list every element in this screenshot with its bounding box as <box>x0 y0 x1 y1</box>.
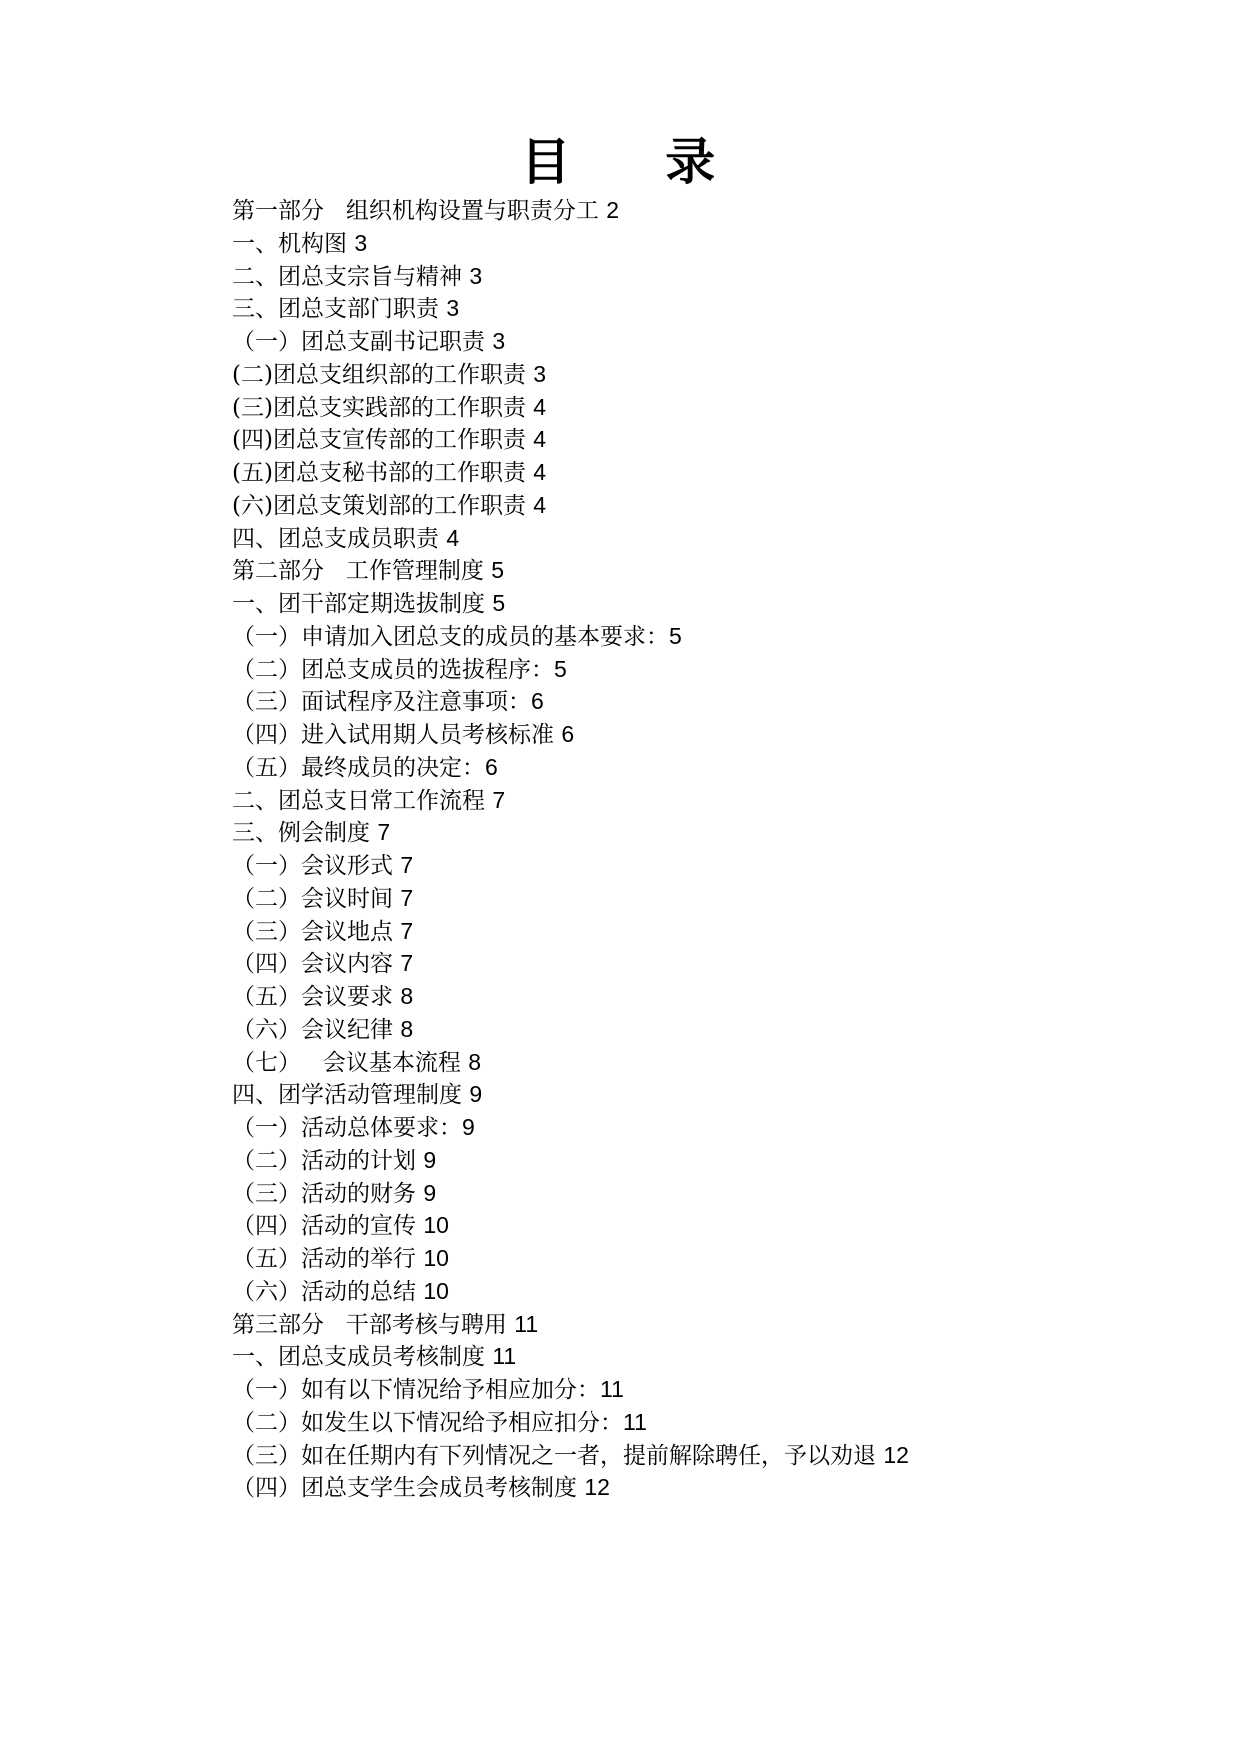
toc-entry[interactable] <box>232 1406 1232 1439</box>
toc-entry-page-number: 3 <box>469 262 483 289</box>
toc-entry-page-number: 12 <box>883 1441 909 1468</box>
toc-entry-text: （三）活动的财务 <box>232 1180 424 1207</box>
toc-entry[interactable] <box>232 1177 1232 1210</box>
toc-entry[interactable] <box>232 1209 1232 1242</box>
toc-entry[interactable] <box>232 489 1232 522</box>
toc-entry[interactable] <box>232 816 1232 849</box>
toc-title: 目 录 <box>520 132 721 191</box>
toc-entry-page-number: 8 <box>400 1015 414 1042</box>
toc-entry-page-number: 7 <box>400 852 414 878</box>
toc-entry-text: 第一部分 组织机构设置与职责分工 <box>232 198 607 224</box>
toc-entry[interactable] <box>232 292 1232 325</box>
toc-entry[interactable] <box>232 391 1232 424</box>
toc-entry-page-number: 7 <box>400 884 414 911</box>
toc-entry-page-number: 4 <box>446 524 460 551</box>
toc-entry[interactable] <box>232 1275 1232 1308</box>
toc-entry[interactable] <box>232 423 1232 456</box>
toc-entry-text: （一）申请加入团总支的成员的基本要求： <box>232 623 669 650</box>
toc-entry-text: （三）如在任期内有下列情况之一者，提前解除聘任，予以劝退 <box>232 1442 884 1469</box>
toc-entry-page-number: 4 <box>533 426 547 453</box>
toc-entry-text: 四、团总支成员职责 <box>232 525 447 552</box>
toc-entry[interactable] <box>232 1471 1232 1504</box>
toc-entry[interactable] <box>232 718 1232 751</box>
toc-entry-text: （四）团总支学生会成员考核制度 <box>232 1475 585 1502</box>
toc-entry-text: （四）进入试用期人员考核标准 <box>232 722 562 748</box>
toc-entry-page-number: 6 <box>531 688 544 715</box>
toc-entry[interactable] <box>232 325 1232 358</box>
toc-entry-text: 第二部分 工作管理制度 <box>232 558 492 585</box>
toc-entry[interactable] <box>232 1439 1232 1472</box>
toc-entry-text: (六)团总支策划部的工作职责 <box>232 492 534 519</box>
toc-entry-text: （七） 会议基本流程 <box>232 1049 469 1076</box>
toc-entry[interactable] <box>232 751 1232 784</box>
toc-list <box>232 194 1232 1504</box>
toc-entry[interactable] <box>232 1078 1232 1111</box>
toc-entry[interactable] <box>232 1013 1232 1046</box>
toc-entry-page-number: 8 <box>400 983 414 1009</box>
toc-entry[interactable] <box>232 1308 1232 1341</box>
toc-entry-page-number: 3 <box>354 229 368 256</box>
toc-entry-text: （五）活动的举行 <box>232 1246 424 1272</box>
toc-entry-text: 四、团学活动管理制度 <box>232 1082 470 1109</box>
toc-entry-text: 二、团总支日常工作流程 <box>232 787 493 814</box>
toc-entry[interactable] <box>232 685 1232 718</box>
toc-entry-text: 三、例会制度 <box>232 820 378 847</box>
toc-entry-page-number: 3 <box>492 328 506 354</box>
toc-entry-text: (五)团总支秘书部的工作职责 <box>232 460 534 486</box>
toc-entry-page-number: 5 <box>669 622 682 649</box>
toc-entry[interactable] <box>232 915 1232 948</box>
toc-entry[interactable] <box>232 784 1232 817</box>
toc-entry-text: （二）团总支成员的选拔程序： <box>232 656 554 683</box>
toc-entry-text: 二、团总支宗旨与精神 <box>232 263 470 290</box>
toc-entry-page-number: 7 <box>492 786 506 813</box>
toc-entry[interactable] <box>232 194 1232 227</box>
toc-entry-page-number: 3 <box>446 295 460 322</box>
toc-entry-text: （二）活动的计划 <box>232 1147 424 1174</box>
toc-entry-text: （一）活动总体要求： <box>232 1115 462 1141</box>
toc-entry[interactable] <box>232 882 1232 915</box>
toc-entry-page-number: 9 <box>423 1179 437 1206</box>
toc-entry-text: 三、团总支部门职责 <box>232 296 447 323</box>
toc-entry-text: （二）如发生以下情况给予相应扣分： <box>232 1409 623 1436</box>
toc-entry-text: （四）活动的宣传 <box>232 1213 424 1240</box>
toc-entry-text: （六）活动的总结 <box>232 1278 424 1305</box>
toc-entry-page-number: 11 <box>623 1408 647 1435</box>
toc-entry-page-number: 4 <box>533 491 547 518</box>
toc-entry-page-number: 8 <box>468 1048 482 1075</box>
toc-entry-text: （四）会议内容 <box>232 951 401 978</box>
toc-entry-text: （五）最终成员的决定： <box>232 754 485 781</box>
toc-entry-text: 第三部分 干部考核与聘用 <box>232 1311 515 1338</box>
toc-entry-text: (四)团总支宣传部的工作职责 <box>232 427 534 454</box>
toc-entry[interactable] <box>232 1373 1232 1406</box>
toc-entry-page-number: 7 <box>400 950 414 977</box>
toc-entry-page-number: 5 <box>491 557 505 584</box>
toc-entry-page-number: 4 <box>533 459 547 485</box>
toc-entry-page-number: 9 <box>423 1146 437 1173</box>
toc-entry-page-number: 7 <box>400 917 414 944</box>
toc-entry-page-number: 6 <box>485 753 498 780</box>
toc-entry[interactable] <box>232 456 1232 489</box>
toc-entry[interactable] <box>232 653 1232 686</box>
toc-entry-text: (三)团总支实践部的工作职责 <box>232 394 534 421</box>
toc-entry-page-number: 12 <box>584 1474 610 1501</box>
toc-entry-page-number: 9 <box>462 1114 475 1140</box>
toc-entry-text: （一）会议形式 <box>232 853 401 879</box>
toc-entry-text: （六）会议纪律 <box>232 1016 401 1043</box>
toc-entry[interactable] <box>232 522 1232 555</box>
toc-entry-text: 一、团总支成员考核制度 <box>232 1344 493 1371</box>
toc-entry-page-number: 11 <box>492 1343 517 1370</box>
toc-entry-page-number: 9 <box>469 1081 483 1108</box>
toc-entry[interactable] <box>232 1144 1232 1177</box>
toc-entry-text: 一、机构图 <box>232 230 355 257</box>
toc-entry-text: （一）团总支副书记职责 <box>232 329 493 355</box>
toc-entry-page-number: 5 <box>554 655 567 682</box>
toc-entry[interactable] <box>232 554 1232 587</box>
toc-entry[interactable] <box>232 227 1232 260</box>
toc-entry-page-number: 6 <box>561 721 575 747</box>
toc-entry[interactable] <box>232 620 1232 653</box>
toc-entry-page-number: 10 <box>423 1245 449 1271</box>
toc-entry[interactable] <box>232 849 1232 882</box>
toc-entry-text: （五）会议要求 <box>232 984 401 1010</box>
toc-entry[interactable] <box>232 587 1232 620</box>
toc-entry-text: （一）如有以下情况给予相应加分： <box>232 1377 600 1403</box>
toc-entry[interactable] <box>232 1242 1232 1275</box>
toc-entry-text: (二)团总支组织部的工作职责 <box>232 361 534 388</box>
toc-entry-text: （二）会议时间 <box>232 885 401 912</box>
toc-entry-page-number: 11 <box>600 1376 624 1402</box>
toc-entry[interactable] <box>232 1046 1232 1079</box>
toc-entry[interactable] <box>232 358 1232 391</box>
toc-entry-text: （三）面试程序及注意事项： <box>232 689 531 716</box>
toc-entry[interactable] <box>232 980 1232 1013</box>
toc-entry-text: （三）会议地点 <box>232 918 401 945</box>
toc-entry-page-number: 10 <box>423 1212 449 1239</box>
toc-entry-page-number: 7 <box>377 819 391 846</box>
toc-entry[interactable] <box>232 947 1232 980</box>
toc-entry[interactable] <box>232 1111 1232 1144</box>
toc-entry[interactable] <box>232 260 1232 293</box>
toc-entry-page-number: 5 <box>492 590 506 616</box>
toc-entry-page-number: 2 <box>606 197 620 223</box>
toc-entry-page-number: 11 <box>514 1310 539 1337</box>
toc-entry-page-number: 10 <box>423 1277 449 1304</box>
toc-entry[interactable] <box>232 1340 1232 1373</box>
toc-entry-text: 一、团干部定期选拔制度 <box>232 591 493 617</box>
toc-entry-page-number: 3 <box>533 360 547 387</box>
toc-entry-page-number: 4 <box>533 393 547 420</box>
